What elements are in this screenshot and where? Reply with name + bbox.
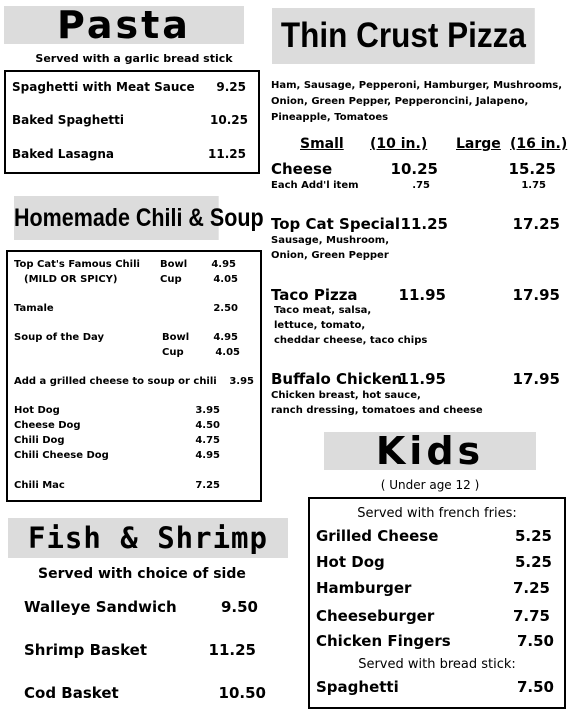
chili-bowl: Bowl (160, 259, 188, 270)
chili-soup-cup: Cup (162, 347, 184, 358)
pizza-small-label: Small (300, 136, 344, 152)
chili-grilled-cheese-price: 3.95 (229, 376, 254, 387)
special-2-desc-2: lettuce, tomato, (274, 320, 366, 331)
fish-title: Fish & Shrimp (8, 518, 288, 558)
chili-soup-cup-price: 4.05 (215, 347, 240, 358)
special-3-name: Buffalo Chicken (271, 370, 403, 388)
pasta-price-1: 9.25 (216, 80, 246, 94)
kids-age: ( Under age 12 ) (380, 478, 480, 492)
special-2-large: 17.95 (512, 286, 560, 304)
kids-bread-note: Served with bread stick: (358, 657, 516, 672)
pizza-small-size: (10 in.) (370, 136, 428, 152)
pizza-toppings: Ham, Sausage, Pepperoni, Hamburger, Mushrooms, Onion, Green Pepper, Pepperoncini, Jalapeno, Pineapple, Tomatoes (271, 80, 563, 123)
fish-price-1: 9.50 (220, 598, 258, 616)
kids-price-5: 7.50 (516, 632, 554, 650)
special-1-small: 11.25 (400, 215, 448, 233)
special-2-name: Taco Pizza (271, 286, 358, 304)
chili-tamale: Tamale (14, 303, 54, 314)
kids-title: Kids (324, 432, 536, 470)
kids-spaghetti-price: 7.50 (516, 678, 554, 696)
special-2-desc-3: cheddar cheese, taco chips (274, 335, 428, 346)
pasta-price-3: 11.25 (208, 147, 246, 161)
dog-3: Chili Dog (14, 435, 65, 446)
kids-price-3: 7.25 (512, 579, 550, 597)
kids-item-5: Chicken Fingers (316, 632, 451, 650)
pizza-cheese-large: 15.25 (508, 160, 556, 178)
dog-1: Hot Dog (14, 405, 60, 416)
pizza-addl: Each Add'l item (271, 180, 359, 191)
pasta-note: Served with a garlic bread stick (35, 52, 233, 65)
chili-grilled-cheese: Add a grilled cheese to soup or chili (14, 376, 217, 387)
special-3-desc-1: Chicken breast, hot sauce, (271, 390, 421, 401)
dog-2: Cheese Dog (14, 420, 81, 431)
chili-soup-bowl-price: 4.95 (213, 332, 238, 343)
pizza-large-label: Large (456, 136, 501, 152)
chili-mac-price: 7.25 (195, 480, 220, 491)
chili-title: Homemade Chili & Soup (14, 196, 219, 240)
special-2-small: 11.95 (398, 286, 446, 304)
pizza-cheese: Cheese (271, 160, 333, 178)
special-1-desc-1: Sausage, Mushroom, (271, 235, 390, 246)
fish-note: Served with choice of side (38, 566, 246, 582)
pizza-addl-small: .75 (412, 180, 430, 191)
kids-fries-note: Served with french fries: (357, 506, 517, 521)
pizza-addl-large: 1.75 (521, 180, 546, 191)
fish-item-3: Cod Basket (24, 684, 119, 702)
dog-2-price: 4.50 (195, 420, 220, 431)
kids-spaghetti: Spaghetti (316, 678, 399, 696)
fish-price-3: 10.50 (218, 684, 266, 702)
kids-price-4: 7.75 (512, 607, 550, 625)
pizza-title: Thin Crust Pizza (272, 8, 535, 64)
special-1-large: 17.25 (512, 215, 560, 233)
kids-price-1: 5.25 (514, 527, 552, 545)
dog-3-price: 4.75 (195, 435, 220, 446)
chili-bowl-price: 4.95 (211, 259, 236, 270)
special-3-small: 11.95 (398, 370, 446, 388)
kids-item-1: Grilled Cheese (316, 527, 439, 545)
special-1-desc-2: Onion, Green Pepper (271, 250, 389, 261)
chili-famous: Top Cat's Famous Chili (14, 259, 140, 270)
chili-cup: Cup (160, 274, 182, 285)
chili-soup-bowl: Bowl (162, 332, 190, 343)
dog-4: Chili Cheese Dog (14, 450, 109, 461)
chili-mac: Chili Mac (14, 480, 65, 491)
kids-price-2: 5.25 (514, 553, 552, 571)
pizza-large-size: (16 in.) (510, 136, 568, 152)
special-1-name: Top Cat Special (271, 215, 401, 233)
kids-item-4: Cheeseburger (316, 607, 435, 625)
pasta-item-3: Baked Lasagna (12, 147, 115, 161)
chili-tamale-price: 2.50 (213, 303, 238, 314)
special-3-desc-2: ranch dressing, tomatoes and cheese (271, 405, 483, 416)
dog-1-price: 3.95 (195, 405, 220, 416)
pizza-cheese-small: 10.25 (390, 160, 438, 178)
fish-item-2: Shrimp Basket (24, 641, 148, 659)
chili-famous-sub: (MILD OR SPICY) (24, 274, 118, 285)
special-2-desc-1: Taco meat, salsa, (274, 305, 372, 316)
kids-item-3: Hamburger (316, 579, 412, 597)
fish-price-2: 11.25 (208, 641, 256, 659)
pasta-price-2: 10.25 (210, 113, 248, 127)
dog-4-price: 4.95 (195, 450, 220, 461)
special-3-large: 17.95 (512, 370, 560, 388)
pasta-item-2: Baked Spaghetti (12, 113, 124, 127)
kids-item-2: Hot Dog (316, 553, 385, 571)
chili-soup: Soup of the Day (14, 332, 104, 343)
chili-cup-price: 4.05 (213, 274, 238, 285)
pasta-title: Pasta (4, 6, 244, 44)
fish-item-1: Walleye Sandwich (24, 598, 177, 616)
pasta-item-1: Spaghetti with Meat Sauce (12, 80, 195, 94)
